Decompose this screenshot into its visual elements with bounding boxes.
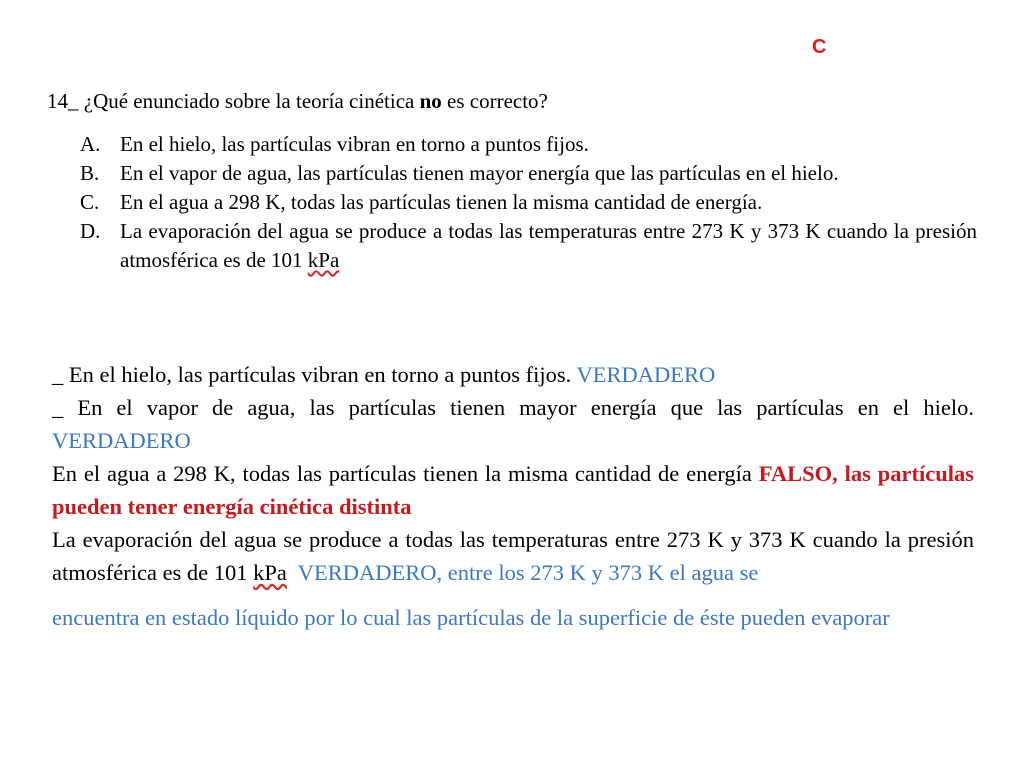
option-d [47, 217, 977, 275]
answer-letter: C [812, 36, 827, 58]
option-c [47, 188, 977, 217]
option-a [47, 130, 977, 159]
option-letter: B. [80, 161, 100, 185]
analysis-item-a [52, 358, 974, 391]
verdict-true: VERDADERO [52, 428, 191, 453]
option-letter: A. [80, 132, 101, 156]
analysis-statement: _ En el hielo, las partículas vibran en torno a puntos fijos. [52, 362, 577, 387]
analysis-block [52, 358, 974, 633]
question-suffix: es correcto? [441, 89, 548, 113]
option-text: En el hielo, las partículas vibran en torno a puntos fijos. [120, 132, 589, 156]
analysis-item-b [52, 391, 974, 457]
question-emphasis: no [419, 89, 442, 113]
verdict-false: FALSO, las partículas pueden tener energía cinética distinta [52, 461, 974, 519]
analysis-item-c [52, 457, 974, 523]
question-block [47, 88, 977, 275]
question-prefix: 14_ ¿Qué enunciado sobre la teoría cinética [47, 89, 420, 113]
verdict-true: VERDADERO, entre los 273 K y 373 K el agua se [286, 560, 759, 585]
option-letter: D. [80, 219, 101, 243]
option-unit: kPa [307, 248, 340, 272]
analysis-unit: kPa [253, 560, 287, 585]
analysis-statement: En el agua a 298 K, todas las partículas tienen la misma cantidad de energía [52, 461, 759, 486]
option-letter: C. [80, 190, 100, 214]
analysis-item-d [52, 523, 974, 589]
analysis-statement: La evaporación del agua se produce a todas las temperaturas entre 273 K y 373 K cuando la presión atmosférica es de 101 [52, 527, 974, 585]
option-b [47, 159, 977, 188]
analysis-continuation: encuentra en estado líquido por lo cual las partículas de la superficie de éste pueden evaporar [52, 605, 890, 630]
verdict-true: VERDADERO [576, 362, 716, 387]
analysis-statement: _ En el vapor de agua, las partículas tienen mayor energía que las partículas en el hielo. [52, 395, 974, 420]
option-text: La evaporación del agua se produce a todas las temperaturas entre 273 K y 373 K cuando la presión atmosférica es de 101 [120, 219, 977, 272]
options-list [47, 130, 977, 275]
option-text: En el agua a 298 K, todas las partículas tienen la misma cantidad de energía. [120, 190, 763, 214]
question-title [47, 88, 977, 114]
option-text: En el vapor de agua, las partículas tienen mayor energía que las partículas en el hielo. [120, 161, 839, 185]
